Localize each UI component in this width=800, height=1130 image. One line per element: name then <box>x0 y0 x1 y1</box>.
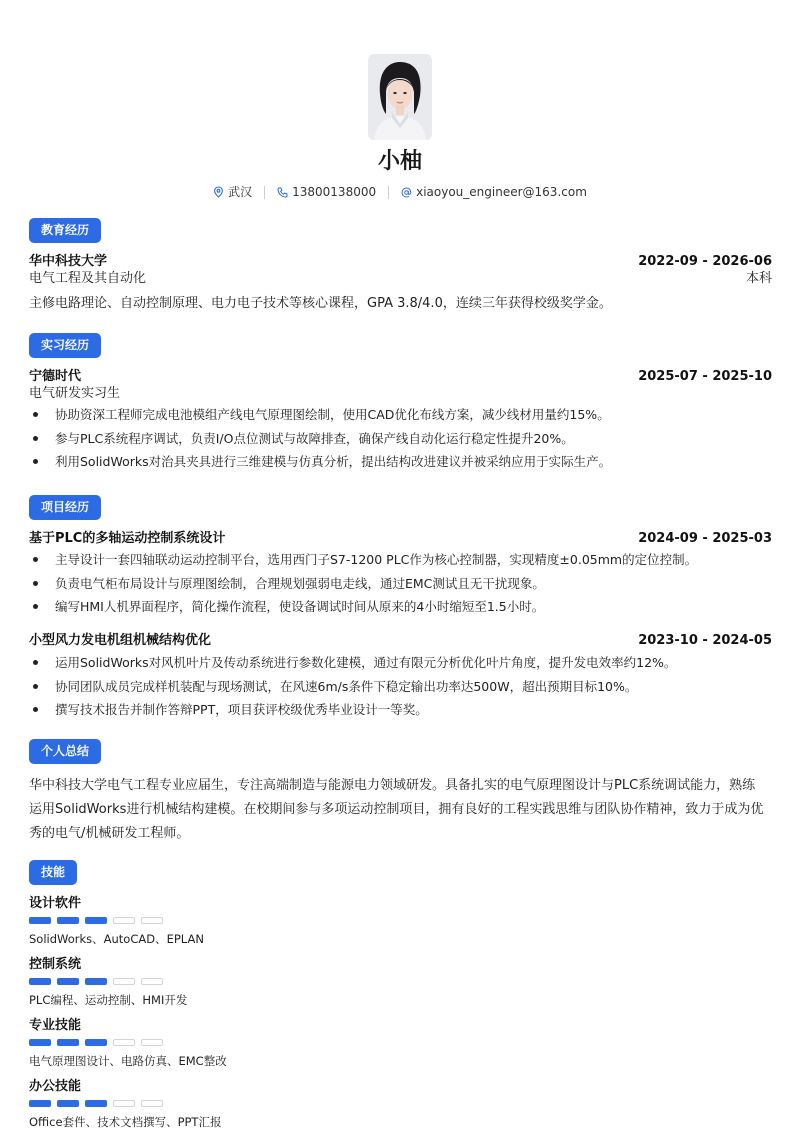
list-item: 运用SolidWorks对风机叶片及传动系统进行参数化建模，通过有限元分析优化叶片角度，提升发电效率约12%。 <box>29 651 772 675</box>
avatar-photo-icon <box>368 54 432 140</box>
project-title-row <box>29 530 772 548</box>
internship-company-row <box>29 368 772 386</box>
summary-line: 运用SolidWorks进行机械结构建模。在校期间参与多项运动控制项目，拥有良好的工程实践思维与团队协作精神，致力于成为优 <box>29 802 764 817</box>
skill-level-segment-empty <box>113 917 135 924</box>
skill-detail: PLC编程、运动控制、HMI开发 <box>29 993 188 1007</box>
skill-level-segment-filled <box>57 917 79 924</box>
education-school-row <box>29 253 772 271</box>
skill-level-segment-filled <box>85 1100 107 1107</box>
project-title: 小型风力发电机组机械结构优化 <box>29 633 212 648</box>
avatar <box>368 54 432 140</box>
skill-level-segment-empty <box>141 1039 163 1046</box>
skill-level-meter <box>29 978 169 985</box>
contact-phone[interactable] <box>277 183 376 201</box>
internship-period: 2025-07 - 2025-10 <box>638 369 772 384</box>
personal-summary <box>29 774 772 846</box>
skill-level-segment-empty <box>113 1100 135 1107</box>
project-title-row <box>29 632 772 650</box>
skill-level-meter <box>29 1039 169 1046</box>
list-item: 负责电气柜布局设计与原理图绘制，合理规划强弱电走线，通过EMC测试且无干扰现象。 <box>29 572 772 596</box>
project-period: 2024-09 - 2025-03 <box>638 531 772 546</box>
phone-text: 13800138000 <box>292 185 377 199</box>
list-item: 主导设计一套四轴联动运动控制平台，选用西门子S7-1200 PLC作为核心控制器，实现精度±0.05mm的定位控制。 <box>29 548 772 572</box>
list-item: 参与PLC系统程序调试，负责I/O点位测试与故障排查，确保产线自动化运行稳定性提升20%。 <box>29 427 772 451</box>
skill-detail: Office套件、技术文档撰写、PPT汇报 <box>29 1115 222 1129</box>
internship-bullets <box>29 403 772 474</box>
contact-bar <box>0 183 800 201</box>
section-heading-summary: 个人总结 <box>29 739 101 764</box>
project-period: 2023-10 - 2024-05 <box>638 633 772 648</box>
skill-level-segment-filled <box>57 978 79 985</box>
contact-divider <box>388 186 389 199</box>
section-heading-projects: 项目经历 <box>29 495 101 520</box>
skill-level-meter <box>29 917 169 924</box>
list-item: 协助资深工程师完成电池模组产线电气原理图绘制，使用CAD优化布线方案，减少线材用量约15%。 <box>29 403 772 427</box>
candidate-name: 小柚 <box>377 149 422 174</box>
skill-level-segment-filled <box>85 1039 107 1046</box>
location-text: 武汉 <box>228 185 253 199</box>
skill-level-segment-filled <box>29 1039 51 1046</box>
skill-level-segment-empty <box>141 917 163 924</box>
list-item: 协同团队成员完成样机装配与现场测试，在风速6m/s条件下稳定输出功率达500W，超出预期目标10%。 <box>29 675 772 699</box>
list-item: 撰写技术报告并制作答辩PPT，项目获评校级优秀毕业设计一等奖。 <box>29 698 772 722</box>
skill-name: 办公技能 <box>29 1079 82 1094</box>
project-bullets <box>29 548 772 619</box>
at-sign-icon <box>401 187 412 198</box>
education-period: 2022-09 - 2026-06 <box>638 254 772 269</box>
skill-name: 设计软件 <box>29 896 82 911</box>
project-bullets <box>29 651 772 722</box>
skill-level-segment-filled <box>57 1039 79 1046</box>
section-heading-skills: 技能 <box>29 860 77 885</box>
skill-level-segment-filled <box>85 978 107 985</box>
project-title: 基于PLC的多轴运动控制系统设计 <box>29 531 226 546</box>
section-heading-education: 教育经历 <box>29 218 101 243</box>
company-name: 宁德时代 <box>29 369 82 384</box>
email-text: xiaoyou_engineer@163.com <box>416 185 587 199</box>
contact-email[interactable] <box>401 183 587 201</box>
skill-level-meter <box>29 1100 169 1107</box>
section-heading-internship: 实习经历 <box>29 333 101 358</box>
skill-level-segment-empty <box>113 978 135 985</box>
list-item: 编写HMI人机界面程序，简化操作流程，使设备调试时间从原来的4小时缩短至1.5小时。 <box>29 595 772 619</box>
education-summary: 主修电路理论、自动控制原理、电力电子技术等核心课程，GPA 3.8/4.0，连续三年获得校级奖学金。 <box>29 296 612 311</box>
job-role: 电气研发实习生 <box>29 386 121 401</box>
phone-icon <box>277 187 288 198</box>
skill-level-segment-empty <box>113 1039 135 1046</box>
degree: 本科 <box>745 271 772 286</box>
skill-level-segment-empty <box>141 978 163 985</box>
education-major-row <box>29 270 772 288</box>
skill-level-segment-filled <box>29 917 51 924</box>
skill-detail: SolidWorks、AutoCAD、EPLAN <box>29 932 204 946</box>
location-pin-icon <box>213 186 224 198</box>
skill-name: 控制系统 <box>29 957 82 972</box>
skill-level-segment-empty <box>141 1100 163 1107</box>
summary-line: 秀的电气/机械研发工程师。 <box>29 826 190 841</box>
school-name: 华中科技大学 <box>29 254 108 269</box>
skill-detail: 电气原理图设计、电路仿真、EMC整改 <box>29 1054 227 1068</box>
list-item: 利用SolidWorks对治具夹具进行三维建模与仿真分析，提出结构改进建议并被采纳应用于实际生产。 <box>29 450 772 474</box>
skill-level-segment-filled <box>29 978 51 985</box>
major-name: 电气工程及其自动化 <box>29 271 147 286</box>
skill-level-segment-filled <box>57 1100 79 1107</box>
skill-level-segment-filled <box>85 917 107 924</box>
contact-divider <box>264 186 265 199</box>
skill-name: 专业技能 <box>29 1018 82 1033</box>
summary-line: 华中科技大学电气工程专业应届生，专注高端制造与能源电力领域研发。具备扎实的电气原理图设计与PLC系统调试能力，熟练 <box>29 778 756 793</box>
contact-location <box>213 183 252 201</box>
skill-level-segment-filled <box>29 1100 51 1107</box>
internship-role-row <box>29 385 772 403</box>
